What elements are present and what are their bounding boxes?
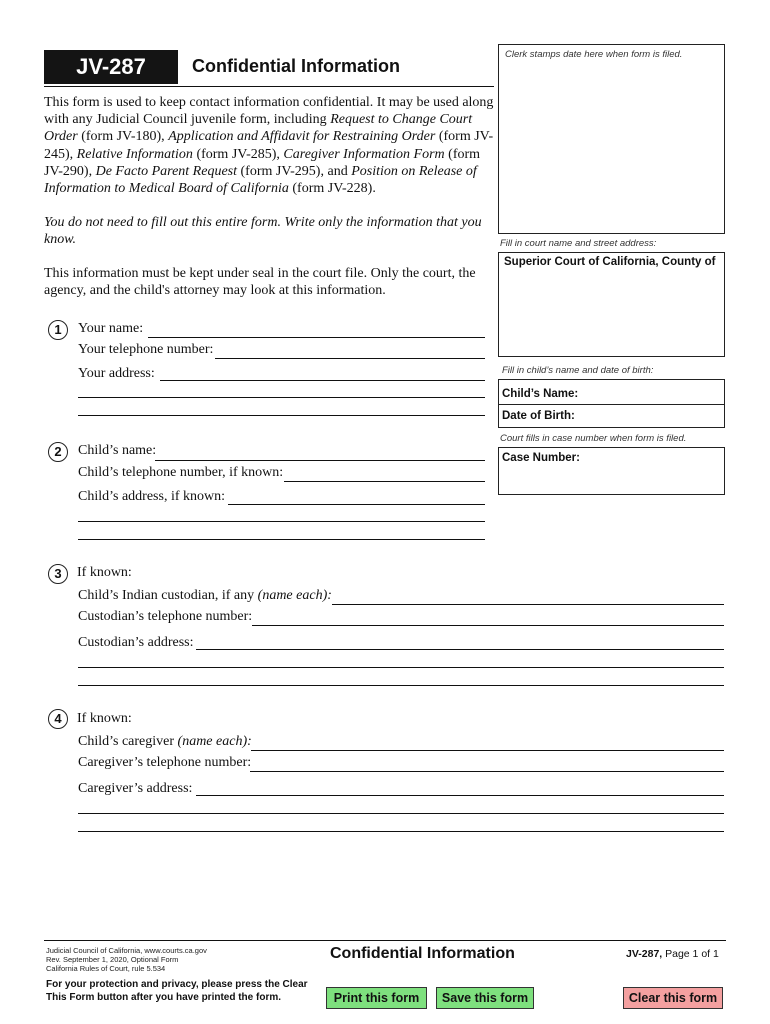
form-id-badge: JV-287: [44, 50, 178, 84]
child-box-divider: [499, 404, 724, 405]
section-4-number: 4: [48, 709, 68, 729]
intro-text-run: (form JV-290),: [44, 146, 481, 179]
custodian-address-field-3[interactable]: [78, 685, 724, 686]
footer-council: Judicial Council of California, www.courts.ca.gov: [46, 946, 207, 955]
court-heading: Superior Court of California, County of: [504, 256, 716, 268]
caregiver-address-field-3[interactable]: [78, 831, 724, 832]
intro-text-run: This form is used to keep contact information confidential. It may be used along with any Judicial Council juvenile form, including: [44, 95, 494, 128]
child-address-field-1[interactable]: [228, 504, 485, 505]
intro-form-name: Position on Release of Information to Medical Board of California: [44, 163, 477, 197]
caregiver-hint: (name each):: [177, 734, 252, 749]
child-address-field-2[interactable]: [78, 521, 485, 522]
section-3-heading: If known:: [77, 565, 132, 580]
caregiver-phone-label: Caregiver’s telephone number:: [78, 755, 252, 770]
section-1-number: 1: [48, 320, 68, 340]
footer-form-id: JV-287,: [626, 948, 663, 960]
case-number-box: [498, 447, 725, 495]
court-name-box[interactable]: [498, 252, 725, 357]
custodian-label-text: Child’s Indian custodian, if any: [78, 588, 258, 603]
custodian-name-field[interactable]: [332, 604, 724, 605]
court-box-note: Fill in court name and street address:: [500, 238, 657, 249]
intro-form-name: Application and Affidavit for Restraining Order: [168, 129, 436, 145]
footer-rules: California Rules of Court, rule 5.534: [46, 964, 166, 974]
custodian-name-label: [78, 588, 332, 604]
child-name-field-label: Child’s name:: [78, 443, 157, 458]
your-name-field[interactable]: [148, 337, 485, 338]
child-phone-field[interactable]: [284, 481, 485, 482]
footer-divider: [44, 940, 726, 941]
intro-text-run: (form JV-295), and: [237, 163, 352, 179]
instruction-text: You do not need to fill out this entire form. Write only the information that you know.: [44, 215, 482, 248]
child-info-box: [498, 379, 725, 428]
caregiver-phone-field[interactable]: [250, 771, 724, 772]
custodian-phone-label: Custodian’s telephone number:: [78, 609, 253, 624]
footer-meta: [46, 946, 207, 974]
caregiver-name-label: [78, 734, 252, 750]
form-title: Confidential Information: [192, 56, 400, 76]
clear-form-button[interactable]: Clear this form: [623, 987, 723, 1009]
footer-revision: Rev. September 1, 2020, Optional Form: [46, 955, 179, 965]
intro-form-name: De Facto Parent Request: [95, 163, 237, 179]
footer-page-number: Page 1 of 1: [662, 948, 719, 960]
child-name-field[interactable]: [155, 460, 485, 461]
case-box-note: Court fills in case number when form is filed.: [500, 433, 687, 444]
clerk-stamp-box: [498, 44, 725, 234]
your-name-label: Your name:: [78, 321, 144, 336]
your-phone-field[interactable]: [215, 358, 485, 359]
intro-form-name: Caregiver Information Form: [283, 146, 445, 162]
section-3-number: 3: [48, 564, 68, 584]
privacy-line-1: For your protection and privacy, please press the Clear: [46, 979, 308, 990]
case-number-label: Case Number:: [502, 452, 580, 464]
seal-notice: This information must be kept under seal in the court file. Only the court, the agency, and the child's attorney may look at this information.: [44, 266, 476, 299]
your-address-field-1[interactable]: [160, 380, 485, 381]
privacy-notice: [46, 978, 308, 1004]
child-name-label: Child’s Name:: [502, 388, 579, 400]
intro-paragraph: [44, 94, 496, 197]
child-phone-label: Child’s telephone number, if known:: [78, 465, 284, 480]
clerk-stamp-note: Clerk stamps date here when form is filed.: [505, 49, 683, 60]
caregiver-address-field-1[interactable]: [196, 795, 724, 796]
custodian-address-label: Custodian’s address:: [78, 635, 194, 650]
your-address-field-2[interactable]: [78, 397, 485, 398]
print-form-button[interactable]: Print this form: [326, 987, 427, 1009]
dob-label: Date of Birth:: [502, 410, 575, 422]
intro-form-name: Request to Change Court Order: [44, 112, 473, 145]
custodian-address-field-1[interactable]: [196, 649, 724, 650]
intro-text-run: (form JV-285),: [192, 146, 284, 162]
child-box-note: Fill in child’s name and date of birth:: [502, 365, 654, 376]
your-address-label: Your address:: [78, 366, 155, 381]
caregiver-label-text: Child’s caregiver: [78, 734, 178, 749]
caregiver-address-field-2[interactable]: [78, 813, 724, 814]
intro-text-run: (form JV-228).: [288, 181, 376, 197]
save-form-button[interactable]: Save this form: [436, 987, 534, 1009]
custodian-hint: (name each):: [257, 588, 332, 603]
custodian-phone-field[interactable]: [252, 625, 724, 626]
caregiver-address-label: Caregiver’s address:: [78, 781, 193, 796]
child-address-label: Child’s address, if known:: [78, 489, 225, 504]
custodian-address-field-2[interactable]: [78, 667, 724, 668]
intro-text-run: (form JV-180),: [77, 129, 169, 145]
child-address-field-3[interactable]: [78, 539, 485, 540]
footer-page-id: [626, 948, 719, 960]
intro-form-name: Relative Information: [76, 146, 193, 162]
intro-text-run: (form JV-245),: [44, 129, 494, 162]
header-divider: [44, 86, 494, 87]
footer-title: Confidential Information: [330, 945, 515, 962]
your-phone-label: Your telephone number:: [78, 342, 214, 357]
your-address-field-3[interactable]: [78, 415, 485, 416]
section-4-heading: If known:: [77, 711, 132, 726]
caregiver-name-field[interactable]: [251, 750, 724, 751]
section-2-number: 2: [48, 442, 68, 462]
privacy-line-2: This Form button after you have printed the form.: [46, 992, 282, 1003]
